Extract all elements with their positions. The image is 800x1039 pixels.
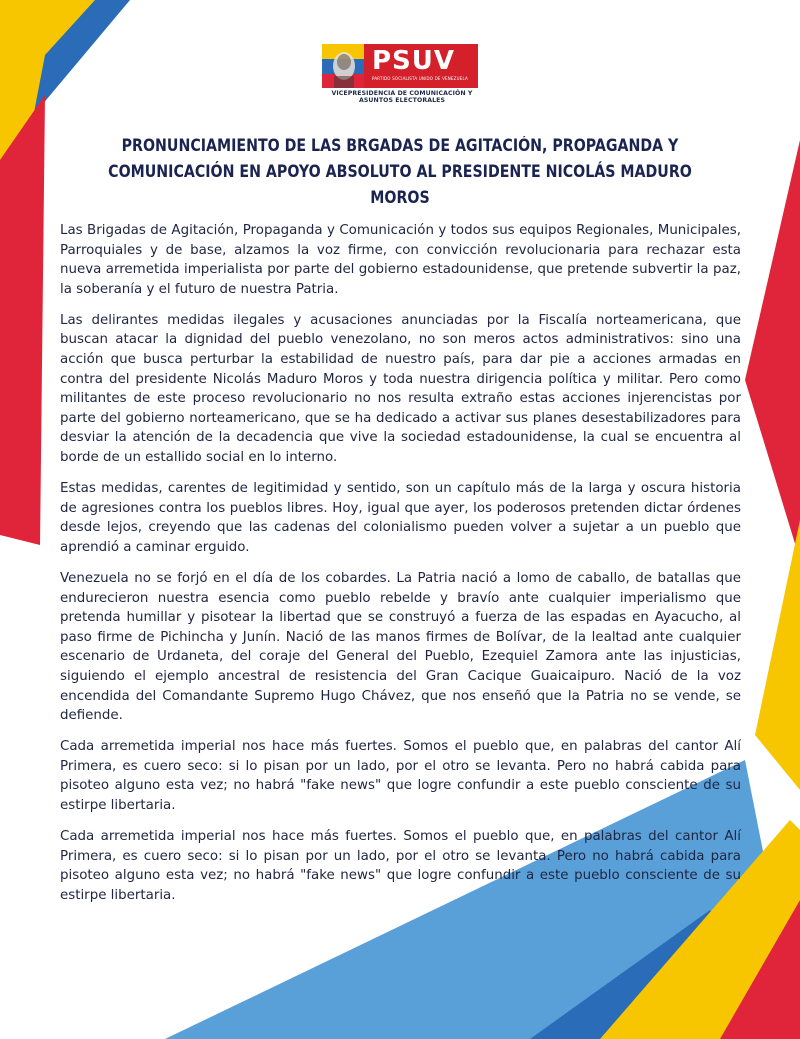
title-line2: COMUNICACIÓN EN APOYO ABSOLUTO AL PRESIDENTE NICOLÁS MADURO MOROS xyxy=(108,162,692,207)
paragraph-6: Cada arremetida imperial nos hace más fuertes. Somos el pueblo que, en palabras del cantor Alí Primera, es cuero seco: si lo pisan por un lado, por el otro se levanta. Pero no habrá cabida para pisoteo alguno esta vez; no habrá "fake news" que logre confundir a este pueblo consciente de su estirpe libertaria. xyxy=(60,829,741,903)
logo-caption xyxy=(322,90,482,104)
logo-red-block xyxy=(364,44,478,88)
document-title xyxy=(108,133,693,211)
logo-caption-line2: ASUNTOS ELECTORALES xyxy=(358,97,446,104)
paragraph-5: Cada arremetida imperial nos hace más fuertes. Somos el pueblo que, en palabras del cantor Alí Primera, es cuero seco: si lo pisan por un lado, por el otro se levanta. Pero no habrá cabida para pisoteo alguno esta vez; no habrá "fake news" que logre confundir a este pueblo consciente de su estirpe libertaria. xyxy=(60,739,741,814)
psuv-logo xyxy=(322,44,482,104)
logo-wordmark: PSUV xyxy=(372,46,456,76)
paragraph-2: Las delirantes medidas ilegales y acusaciones anunciadas por la Fiscalía norteamericana, que buscan atacar la dignidad del pueblo venezolano, no son meros actos administrativos: sino una acción que busca perturbar la estabilidad de nuestro país, para dar pie a acciones armadas en contra del presidente Nicolás Maduro Moros y toda nuestra dirigencia política y militar. Pero como militantes de este proceso revolucionario no nos resulta extraño estas acciones injerencistas por parte del gobierno norteamericano, que se ha dedicado a activar sus planes desestabilizadores para desviar la atención de la decadencia que vive la sociedad estadounidense, la cual se encuentra al borde de un estallido social en lo interno. xyxy=(60,312,741,466)
logo-banner xyxy=(322,44,478,88)
logo-subtitle: PARTIDO SOCIALISTA UNIDO DE VENEZUELA xyxy=(372,76,468,81)
paragraph-1: Las Brigadas de Agitación, Propaganda y Comunicación y todos sus equipos Regionales, Municipales, Parroquiales y de base, alzamos la voz firme, con convicción revolucionaria para rechazar esta nueva arremetida imperialista por parte del gobierno estadounidense, que pretende subvertir la paz, la soberanía y el futuro de nuestra Patria. xyxy=(60,223,741,297)
paragraph-3: Estas medidas, carentes de legitimidad y sentido, son un capítulo más de la larga y oscura historia de agresiones contra los pueblos libres. Hoy, igual que ayer, los poderosos pretenden dictar órdenes desde lejos, creyendo que las cadenas del colonialismo pueden volver a sujetar a un pueblo que aprendió a caminar erguido. xyxy=(60,481,741,555)
left-red-shape xyxy=(0,95,45,545)
paragraph-4: Venezuela no se forjó en el día de los cobardes. La Patria nació a lomo de caballo, de batallas que endurecieron nuestra esencia como pueblo rebelde y bravío ante cualquier imperialismo que pretenda humillar y pisotear la libertad que se construyó a fuerza de las espadas en Ayacucho, al paso firme de Pichincha y Junín. Nació de las manos firmes de Bolívar, de la lealtad ante cualquier escenario de Urdaneta, del coraje del General del Pueblo, Ezequiel Zamora ante las injusticias, siguiendo el ejemplo ancestral de resistencia del Gran Cacique Guaicaipuro. Nació de la voz encendida del Comandante Supremo Hugo Chávez, que nos enseñó que la Patria no se vende, se defiende. xyxy=(60,571,741,724)
document-body xyxy=(60,221,741,917)
right-red-shape xyxy=(745,140,800,560)
right-yellow-shape xyxy=(755,520,800,790)
flag-portrait-icon xyxy=(322,44,364,88)
title-line1: PRONUNCIAMIENTO DE LAS BRGADAS DE AGITACIÓN, PROPAGANDA Y xyxy=(121,136,679,155)
logo-caption-line1: VICEPRESIDENCIA DE COMUNICACIÓN Y xyxy=(331,90,473,97)
